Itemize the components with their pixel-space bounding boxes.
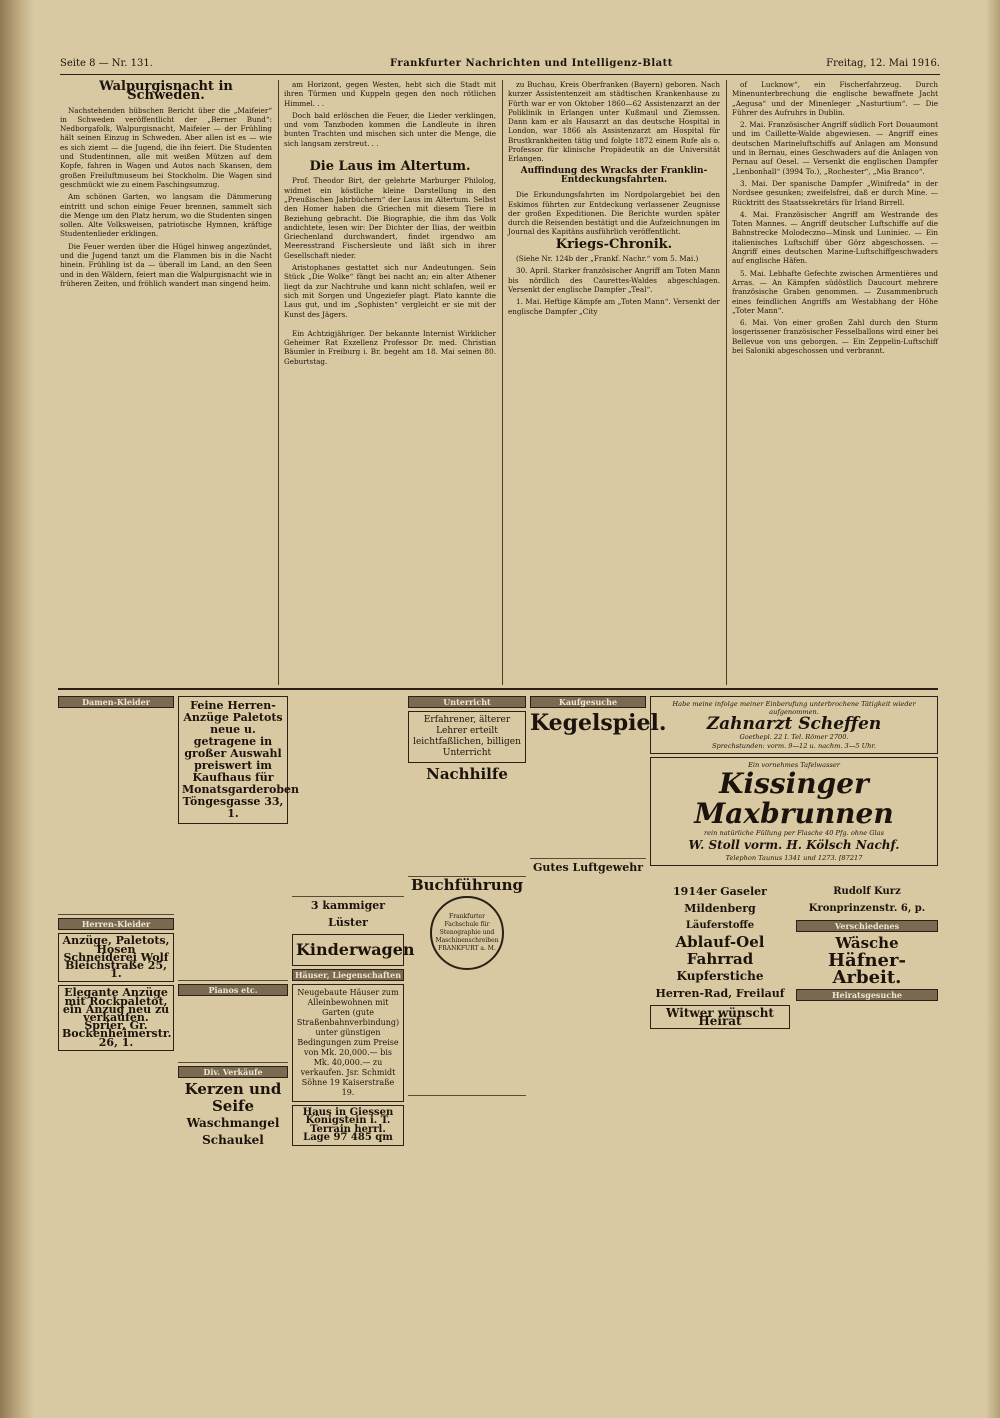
- ad-fahrrad: Fahrrad: [686, 950, 754, 968]
- section-bar: Häuser, Liegenschaften: [292, 969, 404, 981]
- ad-luftgewehr: Gutes Luftgewehr: [533, 861, 643, 875]
- section-bar: Div. Verkäufe: [178, 1066, 288, 1078]
- kissinger-title: Kissinger Maxbrunnen: [694, 767, 894, 831]
- stoll-tel: Telephon Taunus 1341 und 1273. [87217: [725, 854, 863, 863]
- page-header: [60, 58, 940, 75]
- ad-elegante-anzuege: Elegante Anzüge mit Rockpaletot, ein Anzug neu zu verkaufen. Sprier, Gr. Bockenheimerstr. 26, 1.: [58, 985, 174, 1050]
- ads-column-5: [530, 693, 667, 1398]
- page-edge: [986, 0, 1000, 1418]
- ad-gaseler: 1914er Gaseler Mildenberg: [673, 885, 767, 915]
- article-laus: [284, 80, 496, 685]
- article-paragraph: zu Buchau, Kreis Oberfranken (Bayern) geboren. Nach kurzer Assistentenzeit am städtischen Krankenhause zu Fürth war er von Oktober 1860—62 Assistenzarzt an der Poliklinik in Erlangen unter Kußmaul und Ziemssen. Dann kam er als Hausarzt an das deutsche Hospital in London, war 1866 als Assistenzarzt am Hospital für Brustkrankheiten tätig und folgte 1872 einem Rufe als o. Professor für klinische Propädeutik an die Universität Erlangen.: [508, 80, 720, 164]
- ad-zahnarzt: [650, 696, 938, 754]
- ad-small: [178, 999, 288, 1063]
- article-paragraph: am Horizont, gegen Westen, hebt sich die Stadt mit ihren Türmen und Kuppeln gegen den noch rötlichen Himmel. . .: [284, 80, 496, 108]
- issue-date: Freitag, 12. Mai 1916.: [826, 58, 940, 69]
- ad-small: [292, 693, 404, 897]
- ad-buchfuehrung: Buchführung: [410, 876, 524, 895]
- ad-nachhilfe: Nachhilfe: [426, 765, 508, 784]
- kissinger-tagline: Ein vornehmes Tafelwasser: [748, 760, 840, 769]
- section-bar: Pianos etc.: [178, 984, 288, 996]
- column-rule: [278, 80, 279, 685]
- ad-small: [408, 783, 526, 877]
- article-kriegs-chronik-cont: [732, 80, 938, 685]
- article-paragraph: 2. Mai. Französischer Angriff südlich Fort Douaumont und im Caillette-Walde abgewiesen. — Angriff eines deutschen Marineluftschiffs auf Anlagen am Monsund und in Bernau, eines Geschwaders auf die Anlagen von Pernau auf Oesel. — Versenkt die englischen Dampfer „Lenbonhall“ (3994 To.), „Rochester“, „Mia Branco“.: [732, 120, 938, 176]
- ad-small: [58, 711, 174, 915]
- classified-ads: [58, 693, 938, 1398]
- ad-kissinger: [650, 757, 938, 867]
- article-column-3: [508, 80, 720, 685]
- section-bar: Heiratsgesuche: [796, 989, 938, 1001]
- ads-subcol-b: [796, 883, 938, 1004]
- ad-small: [178, 827, 288, 981]
- ad-small: [530, 735, 646, 859]
- article-title: Kriegs-Chronik.: [555, 236, 673, 252]
- article-title: Auffindung des Wracks der Franklin-Entdeckungsfahrten.: [520, 165, 708, 185]
- ads-subcol-a: [650, 883, 790, 1032]
- column-rule: [726, 80, 727, 685]
- ad-herren-anzuege: Feine Herren-Anzüge Paletots neue u. getragene in großer Auswahl preiswert im Kaufhaus für Monatsgarderoben Töngesgasse 33, 1.: [178, 696, 288, 824]
- fachschule-seal: Frankfurter Fachschule für Stenographie und Maschinenschreiben FRANKFURT a. M.: [430, 896, 504, 970]
- section-bar: Verschiedenes: [796, 920, 938, 932]
- ad-koenigstein: Haus in Giessen Königstein i. T. Terrain herrl. Lage 97 485 qm: [292, 1105, 404, 1146]
- article-paragraph: Die Erkundungsfahrten im Nordpolargebiet bei den Eskimos führten zur Entdeckung verlassener Zeugnisse der großen Expeditionen. Die Berichte wurden später durch die Reisenden bestätigt und die Aufzeichnungen im Journal des Kapitäns ausführlich veröffentlicht.: [508, 190, 720, 237]
- ad-witwer: Witwer wünscht Heirat: [650, 1005, 790, 1029]
- ad-haefner: Häfner-Arbeit.: [828, 950, 906, 989]
- article-paragraph: Am schönen Garten, wo langsam die Dämmerung eintritt und schon einige Feuer brennen, sammelt sich die Menge um den Platz herum, wo die Studenten singen sollen. Alte Volksweisen, patriotische Hymnen, kräftige Studentenlieder erklingen.: [60, 192, 272, 239]
- zahnarzt-address: Goethepl. 22 I. Tel. Römer 2700.: [739, 733, 849, 742]
- ad-kinderwagen: [292, 934, 415, 966]
- masthead: Frankfurter Nachrichten und Intelligenz-Blatt: [390, 58, 673, 69]
- ad-wolf: Anzüge, Paletots, Hosen Schneiderei Wolf Bleichstraße 25, 1.: [58, 933, 174, 982]
- article-paragraph: 1. Mai. Heftige Kämpfe am „Toten Mann“. Versenkt der englische Dampfer „City: [508, 297, 720, 316]
- article-paragraph: Nachstehenden hübschen Bericht über die „Maifeier“ in Schweden veröffentlicht der „Berner Bund“: Nedborgafolk, Walpurgisnacht, Maifeier — der Frühling hält seinen Einzug in Schweden. Aber allen ist es — wie es sich ziemt — die Jugend, die ihn feiert. Die Studenten und Studentinnen, alle mit weißen Mützen auf dem Kopfe, fahren in Wagen und Autos nach Skansen, dem großen Freiluftmuseum bei Stockholm. Die Wagen sind geschmückt wie zu einem Faschingsumzug.: [60, 105, 272, 189]
- article-paragraph: (Siehe Nr. 124b der „Frankf. Nachr.“ vom 5. Mai.): [516, 254, 699, 264]
- ad-ablauf-oel: Ablauf-Oel: [675, 933, 765, 951]
- stoll-name: W. Stoll vorm. H. Kölsch Nachf.: [688, 838, 900, 853]
- ad-haeuser: Neugebaute Häuser zum Alleinbewohnen mit Garten (gute Straßenbahnverbindung) unter günstigen Bedingungen zum Preise von Mk. 20,000.— bis Mk. 40,000.— zu verkaufen. Jsr. Schmidt Söhne 19 Kaiserstraße 19.: [292, 984, 404, 1102]
- kissinger-sub: rein natürliche Füllung per Flasche 40 Pfg. ohne Glas: [704, 829, 884, 838]
- article-paragraph: 4. Mai. Französischer Angriff am Westrande des Toten Mannes. — Angriff deutscher Luftschiffe auf die Bahnstrecke Molodeczno—Minsk und Luniniec. — Ein italienisches Luftschiff über Görz abgeschossen. — Angriff eines deutschen Marine-Luftschiffgeschwaders auf englische Häfen.: [732, 209, 938, 266]
- section-divider: [58, 688, 938, 690]
- ad-kerzen: Kerzen und Seife: [184, 1080, 282, 1116]
- section-bar: Herren-Kleider: [58, 918, 174, 930]
- ad-small: [408, 972, 526, 1096]
- binding-gutter: [0, 0, 34, 1418]
- section-bar: Damen-Kleider: [58, 696, 174, 708]
- ads-column-2: [178, 693, 300, 1398]
- ads-column-1: [58, 693, 174, 1398]
- ads-column-6: [650, 693, 938, 1398]
- ad-luester: 3 kammiger Lüster: [310, 899, 386, 929]
- ads-column-3: [292, 693, 415, 1398]
- article-paragraph: Die Feuer werden über die Hügel hinweg angezündet, und die Jugend tanzt um die Flammen bis in die Nacht hinein. Frühling ist da — überall im Land, an den Seen und in den Wäldern, feiert man die Walpurgisnacht wie in früheren Zeiten, und fröhlich wandert man singend heim.: [60, 241, 272, 288]
- article-paragraph: Aristophanes gestattet sich nur Andeutungen. Sein Stück „Die Wolke“ fängt bei nacht an; ein alter Athener liegt da zur Nachtruhe und kann nicht schlafen, weil er sich mit Sorgen und Ungeziefer plagt. Plato kannte die Laus gut, und im „Sophisten“ vergleicht er sie mit der Kunst des Jägers.: [284, 263, 496, 319]
- article-paragraph: Prof. Theodor Birt, der gelehrte Marburger Philolog, widmet ein köstliche kleine Darstellung in den „Preußischen Jahrbüchern“ der Laus im Altertum. Selbst den Homer haben die Griechen mit diesem Tiere in Beziehung gebracht. Die Biographie, die ihm das Volk andichtete, lesen wir: Der Dichter der Ilias, der weitbin Griechenland durchwandert, findet irgendwo am Meeresstrand Fischersleute und läßt sich in ihrer Gesellschaft nieder.: [284, 176, 496, 260]
- article-paragraph: 6. Mai. Von einer großen Zahl durch den Sturm losgerissener französischer Fesselballons wird einer bei Bellevue von uns geborgen. — Ein Zeppelin-Luftschiff bei Saloniki abgeschossen und verbrannt.: [732, 318, 938, 356]
- ad-kegelspiel: Kegelspiel.: [530, 710, 667, 737]
- column-rule: [502, 80, 503, 685]
- article-paragraph: 30. April. Starker französischer Angriff am Toten Mann bis nördlich des Caurettes-Waldes abgeschlagen. Versenkt der englische Dampfer „Teal“.: [508, 266, 720, 294]
- zahnarzt-name: Zahnarzt Scheffen: [706, 714, 882, 735]
- article-paragraph: 5. Mai. Lebhafte Gefechte zwischen Armentières und Arras. — An Kämpfen südöstlich Daucourt mehrere französische Graben genommen. — Zusammenbruch eines feindlichen Angriffs am Westabhang der Höhe „Toter Mann“.: [732, 268, 938, 315]
- article-walpurgisnacht: [60, 80, 272, 685]
- ad-herren-rad: Herren-Rad, Freilauf: [655, 987, 785, 1000]
- article-paragraph: Doch bald erlöschen die Feuer, die Lieder verklingen, und vom Tanzboden kommen die Landleute in ihren bunten Trachten und mischen sich unter die Menge, die sich langsam zerstreut. . .: [284, 110, 496, 148]
- ad-lehrer: Erfahrener, älterer Lehrer erteilt leichtfaßlichen, billigen Unterricht: [408, 711, 526, 763]
- kinderwagen-label: Kinderwagen: [296, 940, 415, 959]
- article-paragraph: of Lucknow“, ein Fischerfahrzeug. Durch Minenunterbrechung die englische bewaffnete Jacht „Aegusa“ und der Minenleger „Nasturtium“. — Die Führer des Aufruhrs in Dublin.: [732, 80, 938, 117]
- section-bar: Unterricht: [408, 696, 526, 708]
- article-paragraph: 3. Mai. Der spanische Dampfer „Winifreda“ in der Nordsee gesunken; zweifelsfrei, daß er durch Mine. — Rücktritt des Staatssekretärs für Irland Birrell.: [732, 178, 938, 207]
- ad-laeuferstoffe: Läuferstoffe: [685, 920, 755, 931]
- section-bar: Kaufgesuche: [530, 696, 646, 708]
- zahnarzt-note: Habe meine infolge meiner Einberufung unterbrochene Tätigkeit wieder aufgenommen.: [672, 700, 916, 717]
- article-title: Walpurgisnacht in Schweden.: [99, 79, 233, 104]
- article-paragraph: Ein Achtzigjähriger. Der bekannte Internist Wirklicher Geheimer Rat Exzellenz Professor Dr. med. Christian Bäumler in Freiburg i. Br. begeht am 18. Mai seinen 80. Geburtstag.: [284, 328, 496, 366]
- article-title: Die Laus im Altertum.: [309, 159, 471, 175]
- ad-kupferstiche: Kupferstiche: [676, 969, 764, 983]
- page-number: Seite 8 — Nr. 131.: [60, 58, 153, 69]
- ad-kurz: Rudolf Kurz Kronprinzenstr. 6, p.: [808, 886, 926, 914]
- ad-schaukel: Schaukel: [202, 1133, 264, 1148]
- ad-waschmangel: Waschmangel: [186, 1116, 280, 1131]
- ad-waesche: Wäsche: [835, 934, 899, 953]
- ads-column-4: [408, 693, 526, 1398]
- zahnarzt-hours: Sprechstunden: vorm. 9—12 u. nachm. 3—5 Uhr.: [712, 741, 876, 750]
